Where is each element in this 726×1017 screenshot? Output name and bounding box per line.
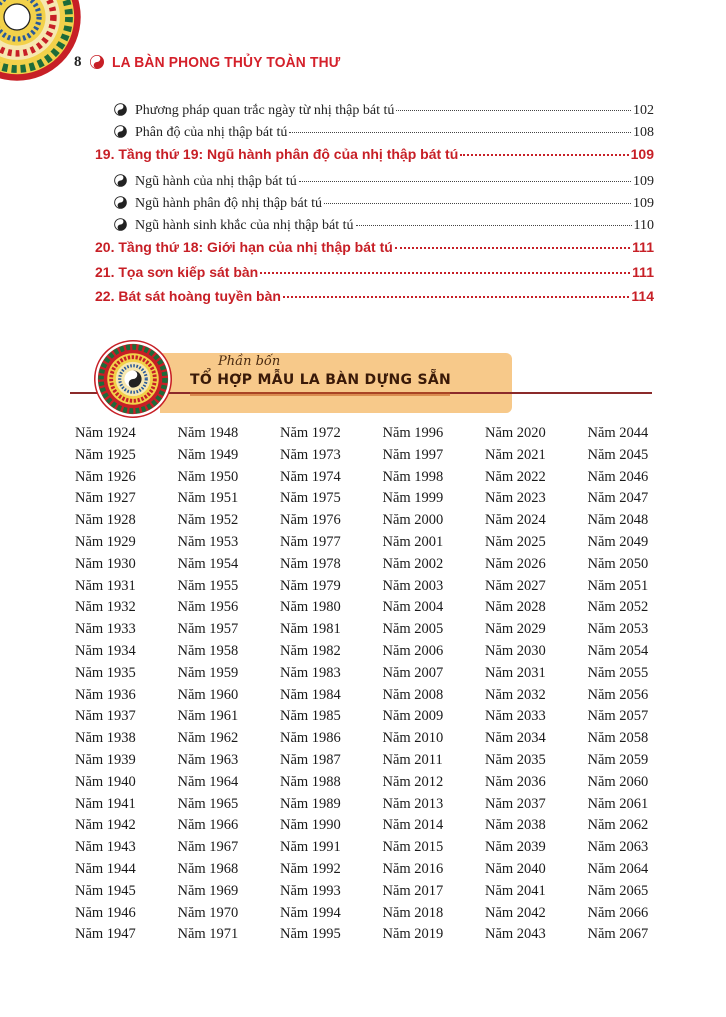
year-item: Năm 2018 bbox=[382, 904, 444, 921]
year-item: Năm 1960 bbox=[177, 686, 239, 703]
year-item: Năm 2035 bbox=[485, 751, 546, 768]
year-item: Năm 1966 bbox=[177, 817, 239, 834]
toc-entry[interactable] bbox=[114, 216, 654, 234]
year-item: Năm 1993 bbox=[280, 882, 341, 899]
year-item: Năm 1934 bbox=[75, 642, 136, 659]
year-item: Năm 1988 bbox=[280, 773, 341, 790]
year-item: Năm 2009 bbox=[382, 708, 444, 725]
year-item: Năm 2010 bbox=[382, 730, 444, 747]
year-list bbox=[75, 423, 675, 946]
year-item: Năm 1990 bbox=[280, 817, 341, 834]
year-item: Năm 1989 bbox=[280, 795, 341, 812]
section-subtitle: Phần bốn bbox=[218, 354, 281, 369]
year-item: Năm 2025 bbox=[485, 533, 546, 550]
toc-entry[interactable] bbox=[114, 172, 654, 190]
year-item: Năm 2058 bbox=[587, 730, 649, 747]
year-item: Năm 1996 bbox=[382, 425, 444, 441]
year-item: Năm 1933 bbox=[75, 621, 136, 638]
toc-entry-text: Ngũ hành sinh khắc của nhị thập bát tú bbox=[135, 218, 354, 233]
yin-yang-icon bbox=[90, 55, 104, 69]
toc-page-number: 109 bbox=[630, 146, 654, 162]
toc-leader bbox=[324, 203, 631, 204]
year-item: Năm 1976 bbox=[280, 512, 341, 529]
compass-wheel-icon bbox=[94, 340, 172, 418]
year-item: Năm 1937 bbox=[75, 708, 136, 725]
year-item: Năm 1975 bbox=[280, 490, 341, 507]
year-item: Năm 2046 bbox=[587, 468, 649, 485]
year-item: Năm 1929 bbox=[75, 533, 136, 550]
year-item: Năm 2066 bbox=[587, 904, 649, 921]
year-item: Năm 2007 bbox=[382, 664, 444, 681]
toc-entry-text: Phân độ của nhị thập bát tú bbox=[135, 125, 288, 140]
year-item: Năm 2043 bbox=[485, 926, 546, 943]
year-item: Năm 1983 bbox=[280, 664, 341, 681]
year-item: Năm 2047 bbox=[587, 490, 649, 507]
year-item: Năm 2017 bbox=[382, 882, 444, 899]
year-item: Năm 2053 bbox=[587, 621, 649, 638]
year-item: Năm 2001 bbox=[382, 533, 444, 550]
year-item: Năm 1955 bbox=[177, 577, 239, 594]
year-item: Năm 2055 bbox=[587, 664, 649, 681]
year-item: Năm 2042 bbox=[485, 904, 546, 921]
year-item: Năm 2024 bbox=[485, 512, 546, 529]
year-item: Năm 1946 bbox=[75, 904, 136, 921]
year-item: Năm 1936 bbox=[75, 686, 136, 703]
year-item: Năm 1928 bbox=[75, 512, 136, 529]
toc-chapter-entry[interactable] bbox=[95, 264, 654, 280]
year-item: Năm 1962 bbox=[177, 730, 239, 747]
toc-entry-text: Ngũ hành của nhị thập bát tú bbox=[135, 174, 297, 189]
year-item: Năm 2036 bbox=[485, 773, 546, 790]
year-item: Năm 2027 bbox=[485, 577, 546, 594]
year-item: Năm 2060 bbox=[587, 773, 649, 790]
book-title: LA BÀN PHONG THỦY TOÀN THƯ bbox=[111, 53, 340, 71]
year-item: Năm 1977 bbox=[280, 533, 341, 550]
year-item: Năm 2049 bbox=[587, 533, 649, 550]
year-item: Năm 1924 bbox=[75, 425, 136, 441]
year-item: Năm 1947 bbox=[75, 926, 136, 943]
year-item: Năm 2065 bbox=[587, 882, 649, 899]
year-item: Năm 2045 bbox=[587, 446, 649, 463]
toc-chapter-entry[interactable] bbox=[95, 288, 654, 304]
year-item: Năm 2026 bbox=[485, 555, 546, 572]
year-item: Năm 1954 bbox=[177, 555, 239, 572]
toc-chapter-entry[interactable] bbox=[95, 239, 654, 255]
year-item: Năm 1940 bbox=[75, 773, 136, 790]
year-item: Năm 1967 bbox=[177, 839, 239, 856]
year-item: Năm 2048 bbox=[587, 512, 649, 529]
toc-entry[interactable] bbox=[114, 194, 654, 212]
year-item: Năm 1968 bbox=[177, 860, 239, 877]
toc-chapter-entry[interactable] bbox=[95, 146, 654, 162]
year-item: Năm 2016 bbox=[382, 860, 444, 877]
toc-entry-text: Ngũ hành phân độ nhị thập bát tú bbox=[135, 196, 323, 211]
toc-leader bbox=[283, 296, 629, 298]
compass-wheel-icon bbox=[0, 0, 82, 82]
year-item: Năm 1997 bbox=[382, 446, 444, 463]
year-item: Năm 2039 bbox=[485, 839, 546, 856]
year-item: Năm 1950 bbox=[177, 468, 239, 485]
yin-yang-icon bbox=[114, 103, 127, 116]
year-item: Năm 1998 bbox=[382, 468, 444, 485]
year-item: Năm 1945 bbox=[75, 882, 136, 899]
year-item: Năm 1927 bbox=[75, 490, 136, 507]
year-item: Năm 2050 bbox=[587, 555, 649, 572]
year-item: Năm 2006 bbox=[382, 642, 444, 659]
page-header bbox=[74, 52, 360, 72]
toc-leader bbox=[356, 225, 632, 226]
year-item: Năm 1969 bbox=[177, 882, 239, 899]
toc-page-number: 111 bbox=[632, 264, 654, 280]
toc-entry[interactable] bbox=[114, 101, 654, 119]
year-item: Năm 2022 bbox=[485, 468, 546, 485]
year-item: Năm 1931 bbox=[75, 577, 136, 594]
year-item: Năm 2032 bbox=[485, 686, 546, 703]
year-item: Năm 1943 bbox=[75, 839, 136, 856]
year-item: Năm 1982 bbox=[280, 642, 341, 659]
year-item: Năm 2011 bbox=[382, 751, 443, 768]
year-item: Năm 2019 bbox=[382, 926, 444, 943]
toc-page-number: 102 bbox=[633, 103, 654, 118]
year-item: Năm 1992 bbox=[280, 860, 341, 877]
year-item: Năm 2012 bbox=[382, 773, 444, 790]
year-item: Năm 1980 bbox=[280, 599, 341, 616]
toc-entry-text: 19. Tầng thứ 19: Ngũ hành phân độ của nhị thập bát tú bbox=[95, 146, 459, 162]
year-item: Năm 1964 bbox=[177, 773, 239, 790]
toc-entry-text: Phương pháp quan trắc ngày từ nhị thập bát tú bbox=[135, 103, 395, 118]
year-item: Năm 1961 bbox=[177, 708, 239, 725]
year-item: Năm 1932 bbox=[75, 599, 136, 616]
year-item: Năm 1991 bbox=[280, 839, 341, 856]
year-item: Năm 2052 bbox=[587, 599, 649, 616]
toc-page-number: 111 bbox=[632, 239, 654, 255]
year-item: Năm 1986 bbox=[280, 730, 341, 747]
year-item: Năm 2008 bbox=[382, 686, 444, 703]
year-item: Năm 2054 bbox=[587, 642, 649, 659]
year-item: Năm 1939 bbox=[75, 751, 136, 768]
year-item: Năm 1979 bbox=[280, 577, 341, 594]
year-item: Năm 1974 bbox=[280, 468, 341, 485]
year-item: Năm 1973 bbox=[280, 446, 341, 463]
year-item: Năm 2028 bbox=[485, 599, 546, 616]
toc-entry-text: 20. Tầng thứ 18: Giới hạn của nhị thập bát tú bbox=[95, 239, 393, 255]
year-item: Năm 2031 bbox=[485, 664, 546, 681]
toc-page-number: 109 bbox=[633, 196, 654, 211]
year-item: Năm 2021 bbox=[485, 446, 546, 463]
year-item: Năm 1941 bbox=[75, 795, 136, 812]
year-item: Năm 2003 bbox=[382, 577, 444, 594]
year-item: Năm 2033 bbox=[485, 708, 546, 725]
year-item: Năm 2015 bbox=[382, 839, 444, 856]
toc-leader bbox=[299, 181, 631, 182]
toc-entry[interactable] bbox=[114, 123, 654, 141]
year-item: Năm 1952 bbox=[177, 512, 239, 529]
year-item: Năm 2057 bbox=[587, 708, 649, 725]
toc-page-number: 110 bbox=[633, 218, 654, 233]
year-item: Năm 2002 bbox=[382, 555, 444, 572]
year-item: Năm 2014 bbox=[382, 817, 444, 834]
year-item: Năm 1994 bbox=[280, 904, 341, 921]
banner-underline bbox=[190, 392, 450, 396]
year-item: Năm 1965 bbox=[177, 795, 239, 812]
year-item: Năm 1948 bbox=[177, 425, 239, 441]
year-item: Năm 1970 bbox=[177, 904, 239, 921]
year-item: Năm 2044 bbox=[587, 425, 649, 441]
year-item: Năm 2013 bbox=[382, 795, 444, 812]
year-item: Năm 2051 bbox=[587, 577, 649, 594]
section-title: TỔ HỢP MẪU LA BÀN DỰNG SẴN bbox=[190, 372, 451, 388]
year-item: Năm 1949 bbox=[177, 446, 239, 463]
toc-entry-text: 22. Bát sát hoàng tuyền bàn bbox=[95, 288, 281, 304]
year-item: Năm 1984 bbox=[280, 686, 341, 703]
year-item: Năm 2056 bbox=[587, 686, 649, 703]
toc-page-number: 109 bbox=[633, 174, 654, 189]
section-banner bbox=[0, 340, 726, 430]
year-item: Năm 2059 bbox=[587, 751, 649, 768]
year-item: Năm 1985 bbox=[280, 708, 341, 725]
yin-yang-icon bbox=[114, 125, 127, 138]
year-item: Năm 2029 bbox=[485, 621, 546, 638]
yin-yang-icon bbox=[114, 174, 127, 187]
year-item: Năm 1987 bbox=[280, 751, 341, 768]
year-item: Năm 1951 bbox=[177, 490, 239, 507]
year-item: Năm 1938 bbox=[75, 730, 136, 747]
year-item: Năm 1972 bbox=[280, 425, 341, 441]
toc-page-number: 114 bbox=[631, 288, 654, 304]
year-item: Năm 1999 bbox=[382, 490, 444, 507]
year-item: Năm 1944 bbox=[75, 860, 136, 877]
year-item: Năm 2037 bbox=[485, 795, 546, 812]
year-item: Năm 2023 bbox=[485, 490, 546, 507]
year-item: Năm 2005 bbox=[382, 621, 444, 638]
year-item: Năm 2041 bbox=[485, 882, 546, 899]
year-item: Năm 2062 bbox=[587, 817, 649, 834]
year-item: Năm 2063 bbox=[587, 839, 649, 856]
year-item: Năm 2067 bbox=[587, 926, 649, 943]
toc-leader bbox=[396, 110, 631, 111]
year-item: Năm 1957 bbox=[177, 621, 239, 638]
year-item: Năm 1981 bbox=[280, 621, 341, 638]
year-item: Năm 1995 bbox=[280, 926, 341, 943]
toc-page-number: 108 bbox=[633, 125, 654, 140]
year-item: Năm 2040 bbox=[485, 860, 546, 877]
yin-yang-icon bbox=[114, 196, 127, 209]
year-item: Năm 2038 bbox=[485, 817, 546, 834]
yin-yang-icon bbox=[114, 218, 127, 231]
year-item: Năm 1978 bbox=[280, 555, 341, 572]
year-item: Năm 2004 bbox=[382, 599, 444, 616]
year-item: Năm 1942 bbox=[75, 817, 136, 834]
year-item: Năm 2030 bbox=[485, 642, 546, 659]
year-item: Năm 1926 bbox=[75, 468, 136, 485]
year-item: Năm 1935 bbox=[75, 664, 136, 681]
year-item: Năm 1925 bbox=[75, 446, 136, 463]
toc-entry-text: 21. Tọa sơn kiếp sát bàn bbox=[95, 264, 259, 280]
year-item: Năm 2000 bbox=[382, 512, 444, 529]
year-item: Năm 1959 bbox=[177, 664, 239, 681]
year-item: Năm 1971 bbox=[177, 926, 239, 943]
year-item: Năm 1930 bbox=[75, 555, 136, 572]
toc-leader bbox=[289, 132, 631, 133]
year-item: Năm 2064 bbox=[587, 860, 649, 877]
year-item: Năm 1958 bbox=[177, 642, 239, 659]
year-item: Năm 2061 bbox=[587, 795, 649, 812]
toc-leader bbox=[395, 247, 630, 249]
year-item: Năm 1956 bbox=[177, 599, 239, 616]
page-number: 8 bbox=[74, 53, 82, 70]
year-item: Năm 2034 bbox=[485, 730, 546, 747]
year-grid bbox=[75, 423, 675, 946]
toc-leader bbox=[460, 154, 628, 156]
toc-leader bbox=[260, 272, 630, 274]
year-item: Năm 2020 bbox=[485, 425, 546, 441]
year-item: Năm 1963 bbox=[177, 751, 239, 768]
year-item: Năm 1953 bbox=[177, 533, 239, 550]
